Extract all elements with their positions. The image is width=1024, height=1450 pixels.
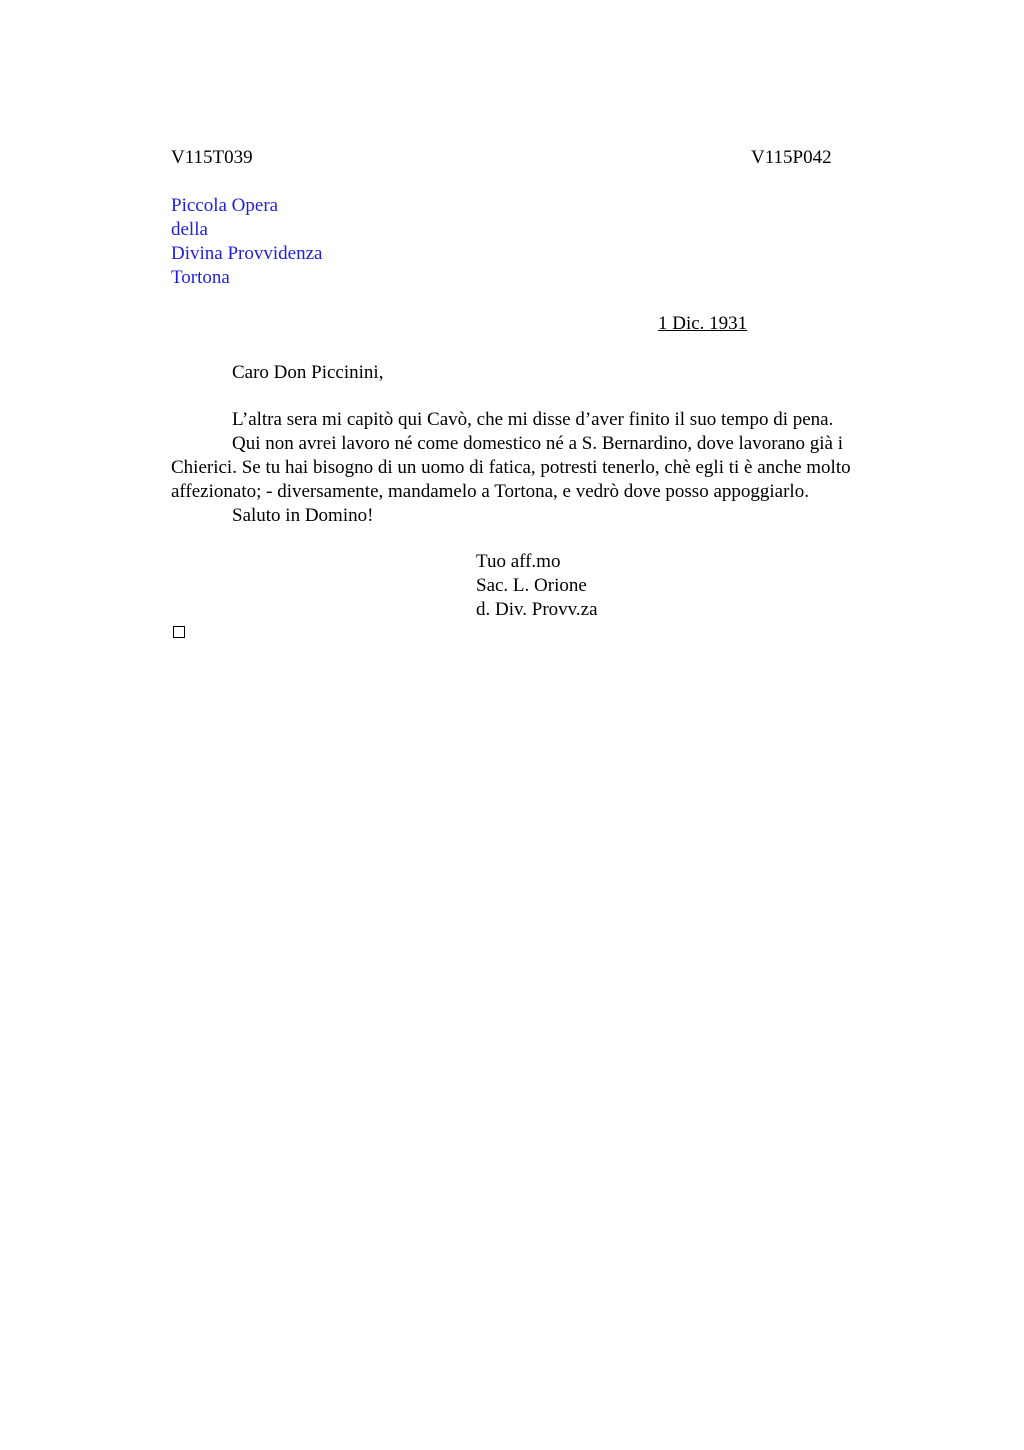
salutation: Caro Don Piccinini, — [232, 362, 384, 383]
document-code-right: V115P042 — [751, 147, 832, 168]
letterhead-line: Piccola Opera — [171, 195, 279, 216]
closing-line: Tuo aff.mo — [476, 551, 561, 572]
body-line: Chierici. Se tu hai bisogno di un uomo di fatica, potresti tenerlo, chè egli ti è anche molto — [171, 457, 851, 478]
letterhead-line: Divina Provvidenza — [171, 243, 323, 264]
letter-body — [171, 408, 911, 528]
letterhead-line: della — [171, 219, 208, 240]
letterhead-line: Tortona — [171, 267, 230, 288]
signature-name: Sac. L. Orione — [476, 575, 587, 596]
signature-block — [476, 550, 598, 622]
checkbox-square-icon — [173, 626, 185, 638]
letter-date: 1 Dic. 1931 — [658, 313, 748, 334]
body-line: affezionato; - diversamente, mandamelo a Tortona, e vedrò dove posso appoggiarlo. — [171, 481, 809, 502]
body-line: L’altra sera mi capitò qui Cavò, che mi disse d’aver finito il suo tempo di pena. — [232, 409, 834, 430]
document-code-left: V115T039 — [171, 147, 253, 168]
signature-title: d. Div. Provv.za — [476, 599, 598, 620]
body-line: Saluto in Domino! — [232, 505, 374, 526]
body-line: Qui non avrei lavoro né come domestico né a S. Bernardino, dove lavorano già i — [232, 433, 843, 454]
letterhead — [171, 194, 322, 290]
